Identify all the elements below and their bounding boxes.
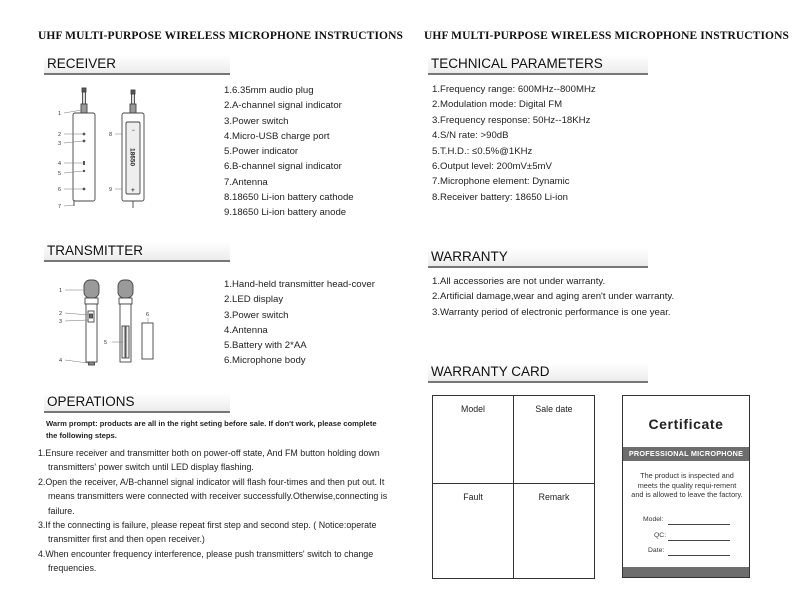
list-item: 4.Antenna: [224, 324, 268, 336]
certificate-footer-bar: [623, 567, 749, 577]
certificate-card: [622, 395, 750, 578]
list-item: 9.18650 Li-ion battery anode: [224, 207, 347, 219]
list-item: 5.T.H.D.: ≤0.5%@1KHz: [432, 145, 533, 157]
receiver-callout-1: 1: [58, 111, 62, 117]
card-cell-fault: Fault: [433, 484, 514, 579]
list-item: 6.B-channel signal indicator: [224, 161, 342, 173]
operations-heading: OPERATIONS: [44, 393, 230, 413]
battery-minus: −: [131, 128, 136, 134]
cert-line-date: [668, 555, 730, 556]
transmitter-callout-lines: [65, 290, 148, 363]
list-item: 2.LED display: [224, 294, 284, 306]
list-item: 7.Antenna: [224, 176, 268, 188]
list-item: 6.Output level: 200mV±5mV: [432, 160, 552, 172]
receiver-callout-7: 7: [58, 204, 62, 210]
card-cell-sale-date: Sale date: [514, 396, 595, 484]
certificate-text: The product is inspected and meets the quality requi-rement and is allowed to leave the factory.: [631, 471, 743, 499]
list-item: 8.18650 Li-ion battery cathode: [224, 192, 354, 204]
list-item: 7.Microphone element: Dynamic: [432, 176, 570, 188]
list-item: 1.Hand-held transmitter head-cover: [224, 279, 375, 290]
list-item: 8.Receiver battery: 18650 Li-ion: [432, 191, 568, 203]
warranty-card-heading: WARRANTY CARD: [428, 363, 648, 383]
right-page-title: UHF MULTI-PURPOSE WIRELESS MICROPHONE INSTRUCTIONS: [424, 30, 789, 42]
list-item: 3.If the connecting is failure, please repeat first step and second step. ( Notice:operate transmitter first and then open receiver.): [38, 520, 377, 545]
certificate-band: PROFESSIONAL MICROPHONE: [623, 447, 749, 461]
list-item: 4.S/N rate: >90dB: [432, 130, 509, 142]
card-cell-model: Model: [433, 396, 514, 484]
cert-field-qc: QC:: [654, 532, 667, 539]
transmitter-callout-4: 4: [59, 358, 63, 364]
list-item: 4.When encounter frequency interference, please push transmitters' switch to change frequencies.: [38, 548, 374, 574]
list-item: 1.All accessories are not under warranty.: [432, 276, 606, 287]
left-page-title: UHF MULTI-PURPOSE WIRELESS MICROPHONE INSTRUCTIONS: [38, 30, 403, 42]
receiver-callout-6: 6: [58, 187, 62, 193]
list-item: 3.Power switch: [224, 309, 289, 321]
list-item: 4.Micro-USB charge port: [224, 130, 330, 142]
transmitter-parts-list: [224, 277, 375, 369]
battery-plus: +: [131, 187, 135, 194]
transmitter-callout-1: 1: [59, 288, 63, 294]
card-cell-remark: Remark: [514, 484, 595, 579]
list-item: 3.Warranty period of electronic performance is one year.: [432, 306, 671, 318]
technical-parameters-list: [432, 82, 596, 205]
receiver-diagram: [50, 88, 160, 218]
cert-field-date: Date:: [648, 547, 665, 554]
operations-steps: [38, 446, 398, 576]
warm-prompt: Warm prompt: products are all in the right seting before sale. If don't work, please complete the following steps.: [46, 419, 377, 440]
list-item: 2.A-channel signal indicator: [224, 100, 342, 112]
list-item: 3.Frequency response: 50Hz--18KHz: [432, 114, 591, 126]
cert-field-model: Model:: [643, 516, 664, 523]
transmitter-front-figure: [84, 280, 99, 365]
list-item: 3.Power switch: [224, 115, 289, 127]
list-item: 5.Battery with 2*AA: [224, 340, 307, 352]
list-item: 5.Power indicator: [224, 146, 299, 158]
receiver-callout-9: 9: [109, 187, 113, 193]
battery-label: 18650: [128, 148, 136, 167]
warranty-list: [432, 274, 674, 320]
warranty-heading: WARRANTY: [428, 248, 648, 268]
list-item: 2.Open the receiver, A/B-channel signal indicator will flash four-times and then put out. It means transmitters were connected with receiver successfully.Otherwise,connecting is failure.: [38, 476, 388, 516]
transmitter-callout-2: 2: [59, 311, 63, 317]
cert-line-model: [668, 524, 730, 525]
list-item: 1.Frequency range: 600MHz--800MHz: [432, 84, 596, 95]
transmitter-heading: TRANSMITTER: [44, 242, 230, 262]
warranty-card-table: [432, 395, 595, 579]
receiver-callout-3: 3: [58, 141, 62, 147]
receiver-callout-8: 8: [109, 132, 113, 138]
list-item: 1.Ensure receiver and transmitter both on power-off state, And FM button holding down transmitters' power switch until LED display flashing.: [38, 448, 380, 473]
list-item: 2.Modulation mode: Digital FM: [432, 99, 563, 111]
list-item: 6.Microphone body: [224, 355, 306, 367]
technical-heading: TECHNICAL PARAMETERS: [428, 55, 648, 75]
transmitter-callout-6: 6: [146, 312, 150, 318]
transmitter-callout-3: 3: [59, 319, 63, 325]
list-item: 1.6.35mm audio plug: [224, 85, 314, 96]
receiver-callout-4: 4: [58, 161, 62, 167]
list-item: 2.Artificial damage,wear and aging aren't under warranty.: [432, 291, 675, 303]
transmitter-callout-5: 5: [104, 340, 108, 346]
receiver-callout-5: 5: [58, 171, 62, 177]
cert-line-qc: [668, 540, 730, 541]
receiver-parts-list: [224, 83, 354, 221]
transmitter-diagram: [55, 278, 165, 368]
receiver-callout-2: 2: [58, 132, 62, 138]
certificate-title: Certificate: [648, 416, 724, 432]
receiver-heading: RECEIVER: [44, 55, 230, 75]
